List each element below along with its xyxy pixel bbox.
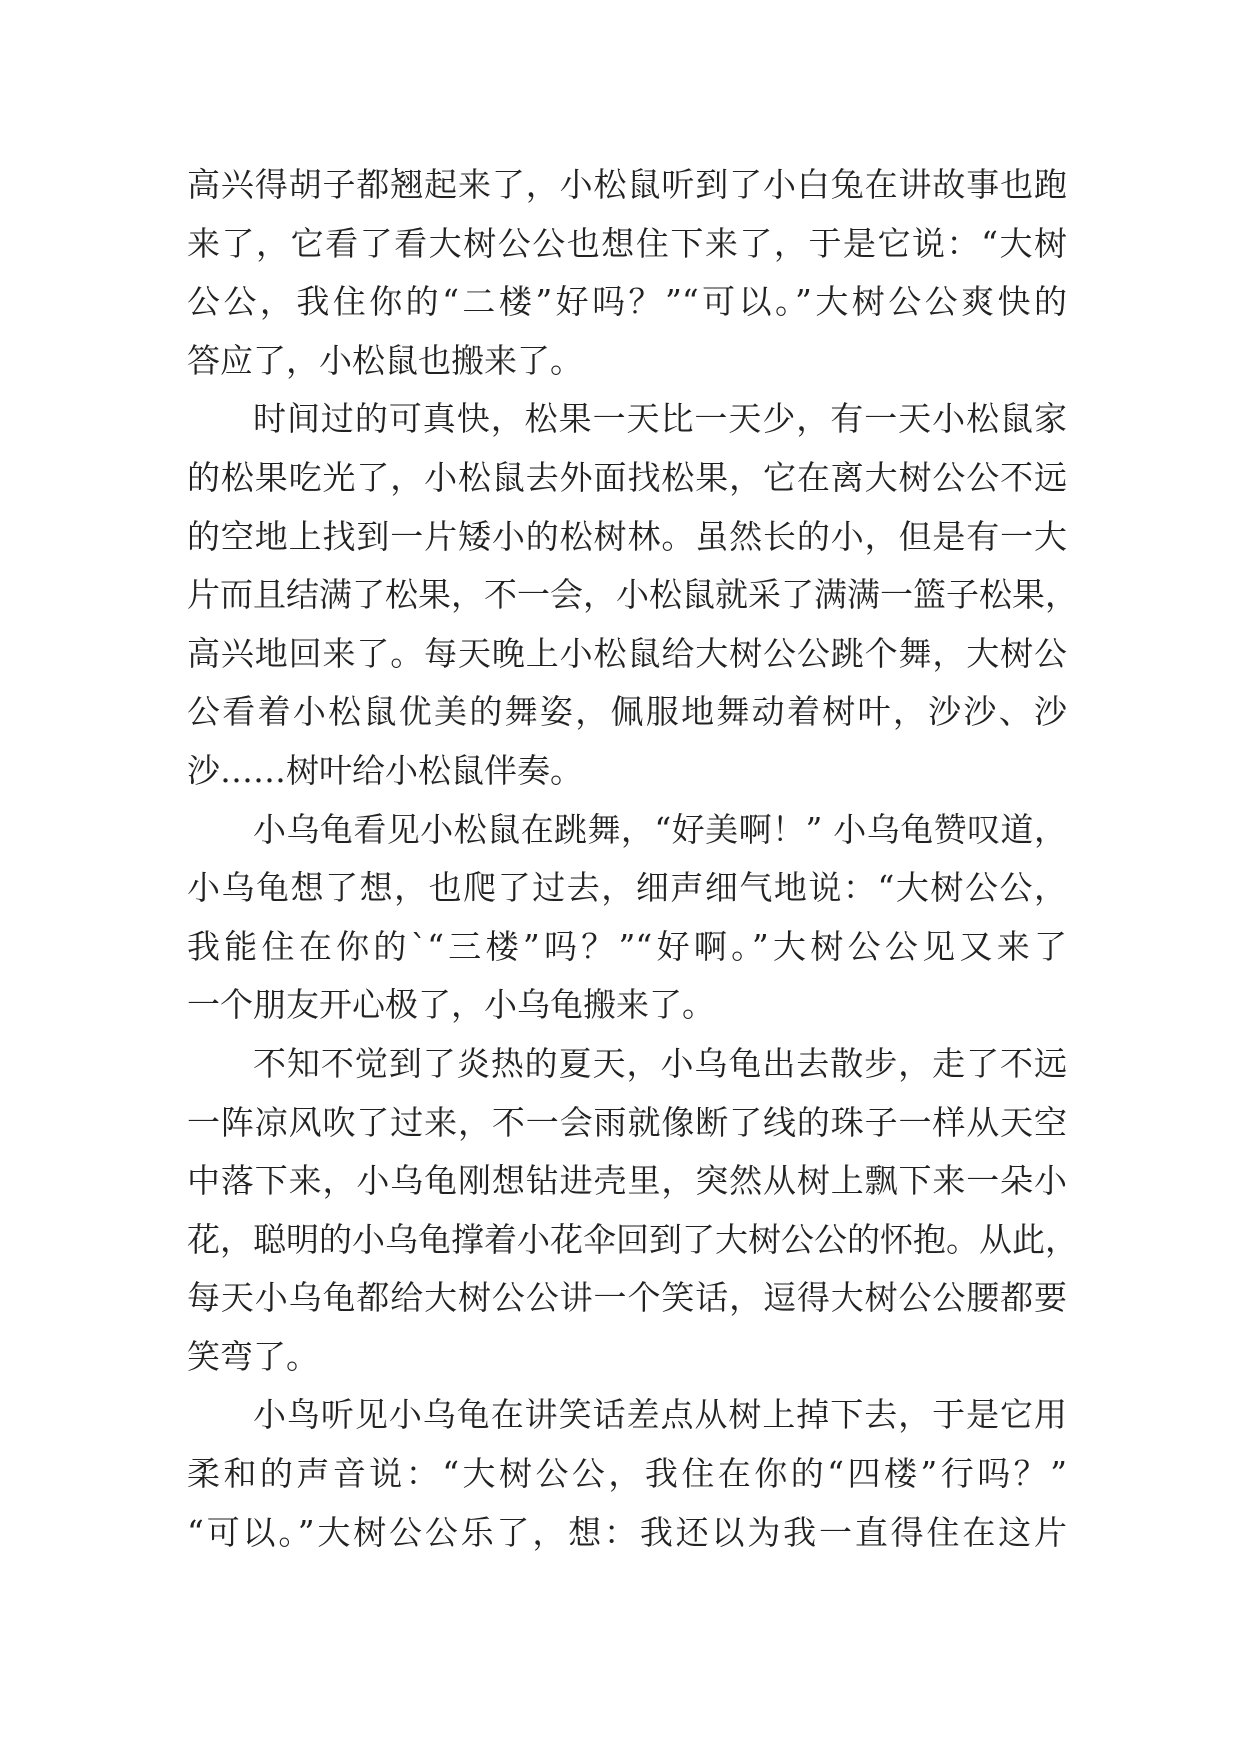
text-line: 花，聪明的小乌龟撑着小花伞回到了大树公公的怀抱。从此， (187, 1219, 1078, 1259)
text-line: 小乌龟想了想，也爬了过去，细声细气地说：“大树公公， (187, 868, 1067, 908)
text-line: 笑弯了。 (187, 1336, 319, 1376)
paragraph-first-line: 小鸟听见小乌龟在讲笑话差点从树上掉下去，于是它用 (253, 1395, 1067, 1435)
text-line: 公公，我住你的“二楼”好吗？”“可以。”大树公公爽快的 (187, 282, 1067, 322)
paragraph-first-line: 时间过的可真快，松果一天比一天少，有一天小松鼠家 (253, 399, 1067, 439)
text-line: 中落下来，小乌龟刚想钻进壳里，突然从树上飘下来一朵小 (187, 1161, 1067, 1201)
text-line: 每天小乌龟都给大树公公讲一个笑话，逗得大树公公腰都要 (187, 1278, 1067, 1318)
text-line: 公看着小松鼠优美的舞姿，佩服地舞动着树叶，沙沙、沙 (187, 692, 1067, 732)
text-line: 高兴得胡子都翘起来了，小松鼠听到了小白兔在讲故事也跑 (187, 165, 1067, 204)
text-line: 我能住在你的`“三楼”吗？”“好啊。”大树公公见又来了 (187, 926, 1067, 966)
text-line: “可以。”大树公公乐了，想：我还以为我一直得住在这片 (187, 1512, 1067, 1552)
text-line: 的空地上找到一片矮小的松树林。虽然长的小，但是有一大 (187, 516, 1067, 556)
paragraph-first-line: 小乌龟看见小松鼠在跳舞，“好美啊！” 小乌龟赞叹道， (253, 809, 1067, 849)
text-line: 沙……树叶给小松鼠伴奏。 (187, 750, 583, 790)
text-line: 柔和的声音说：“大树公公，我住在你的“四楼”行吗？” (187, 1454, 1067, 1494)
text-line: 高兴地回来了。每天晚上小松鼠给大树公公跳个舞，大树公 (187, 633, 1067, 673)
text-line: 答应了，小松鼠也搬来了。 (187, 340, 583, 380)
text-line: 的松果吃光了，小松鼠去外面找松果，它在离大树公公不远 (187, 457, 1067, 497)
text-line: 片而且结满了松果，不一会，小松鼠就采了满满一篮子松果， (187, 575, 1078, 615)
text-line: 来了，它看了看大树公公也想住下来了，于是它说：“大树 (187, 223, 1067, 263)
story-text-block (187, 156, 1078, 1562)
paragraph-first-line: 不知不觉到了炎热的夏天，小乌龟出去散步，走了不远 (253, 1043, 1067, 1083)
text-line: 一阵凉风吹了过来，不一会雨就像断了线的珠子一样从天空 (187, 1102, 1067, 1142)
text-line: 一个朋友开心极了，小乌龟搬来了。 (187, 985, 715, 1025)
